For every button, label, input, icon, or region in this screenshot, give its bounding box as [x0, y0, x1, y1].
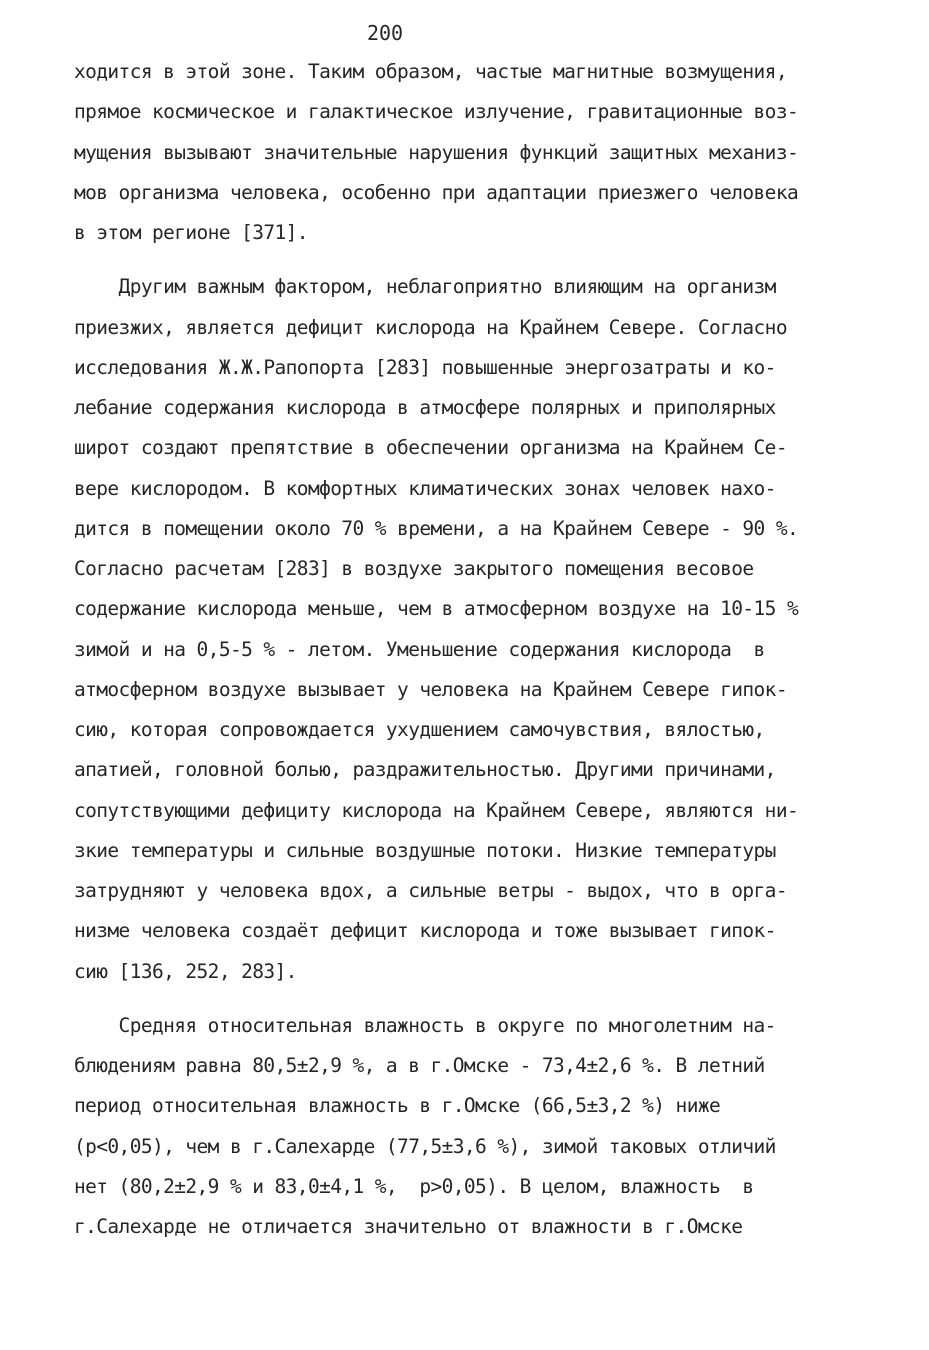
page-number: 200 [366, 21, 404, 45]
text-line: лебание содержания кислорода в атмосфере полярных и приполярных [74, 396, 776, 419]
text-line: зимой и на 0,5-5 % - летом. Уменьшение содержания кислорода в [74, 637, 765, 661]
text-line: дится в помещении около 70 % времени, а на Крайнем Севере - 90 %. [74, 516, 799, 540]
text-line: низме человека создаёт дефицит кислорода и тоже вызывает гипок- [74, 919, 776, 943]
text-line: Другим важным фактором, неблагоприятно влияющим на организм [74, 275, 776, 299]
text-line: ходится в этой зоне. Таким образом, частые магнитные возмущения, [74, 60, 787, 83]
text-line: содержание кислорода меньше, чем в атмосферном воздухе на 10-15 % [74, 597, 799, 621]
text-line: нет (80,2±2,9 % и 83,0±4,1 %, p>0,05). В целом, влажность в [74, 1174, 754, 1198]
paragraph [74, 267, 874, 992]
text-line: исследования Ж.Ж.Рапопорта [283] повышенные энергозатраты и ко- [74, 355, 776, 379]
text-line: приезжих, является дефицит кислорода на Крайнем Севере. Согласно [74, 315, 787, 339]
text-line: г.Салехарде не отличается значительно от влажности в г.Омске [74, 1215, 743, 1238]
paragraph [74, 52, 874, 253]
text-line: атмосферном воздухе вызывает у человека на Крайнем Севере гипок- [74, 677, 787, 701]
text-line: Согласно расчетам [283] в воздухе закрытого помещения весовое [74, 557, 754, 580]
text-line: мущения вызывают значительные нарушения функций защитных механиз- [74, 140, 799, 164]
body-text [74, 52, 874, 1247]
text-line: блюдениям равна 80,5±2,9 %, а в г.Омске - 73,4±2,6 %. В летний [74, 1054, 765, 1077]
text-line: прямое космическое и галактическое излучение, гравитационные воз- [74, 100, 799, 124]
text-line: сию [136, 252, 283]. [74, 959, 297, 983]
text-line: широт создают препятствие в обеспечении организма на Крайнем Се- [74, 436, 787, 460]
text-line: период относительная влажность в г.Омске (66,5±3,2 %) ниже [74, 1094, 721, 1118]
text-line: затрудняют у человека вдох, а сильные ветры - выдох, что в орга- [74, 879, 787, 902]
text-line: сию, которая сопровождается ухудшением самочувствия, вялостью, [74, 718, 765, 741]
text-line: сопутствующими дефициту кислорода на Крайнем Севере, являются ни- [74, 798, 799, 822]
paragraph [74, 1006, 874, 1248]
text-line: (p<0,05), чем в г.Салехарде (77,5±3,6 %), зимой таковых отличий [74, 1134, 776, 1158]
text-line: мов организма человека, особенно при адаптации приезжего человека [74, 180, 799, 204]
text-line: вере кислородом. В комфортных климатических зонах человек нахо- [74, 476, 776, 500]
text-line: в этом регионе [371]. [74, 221, 308, 244]
text-line: апатией, головной болью, раздражительностью. Другими причинами, [74, 758, 776, 782]
text-line: зкие температуры и сильные воздушные потоки. Низкие температуры [74, 838, 776, 862]
text-line: Средняя относительная влажность в округе по многолетним на- [74, 1013, 776, 1037]
